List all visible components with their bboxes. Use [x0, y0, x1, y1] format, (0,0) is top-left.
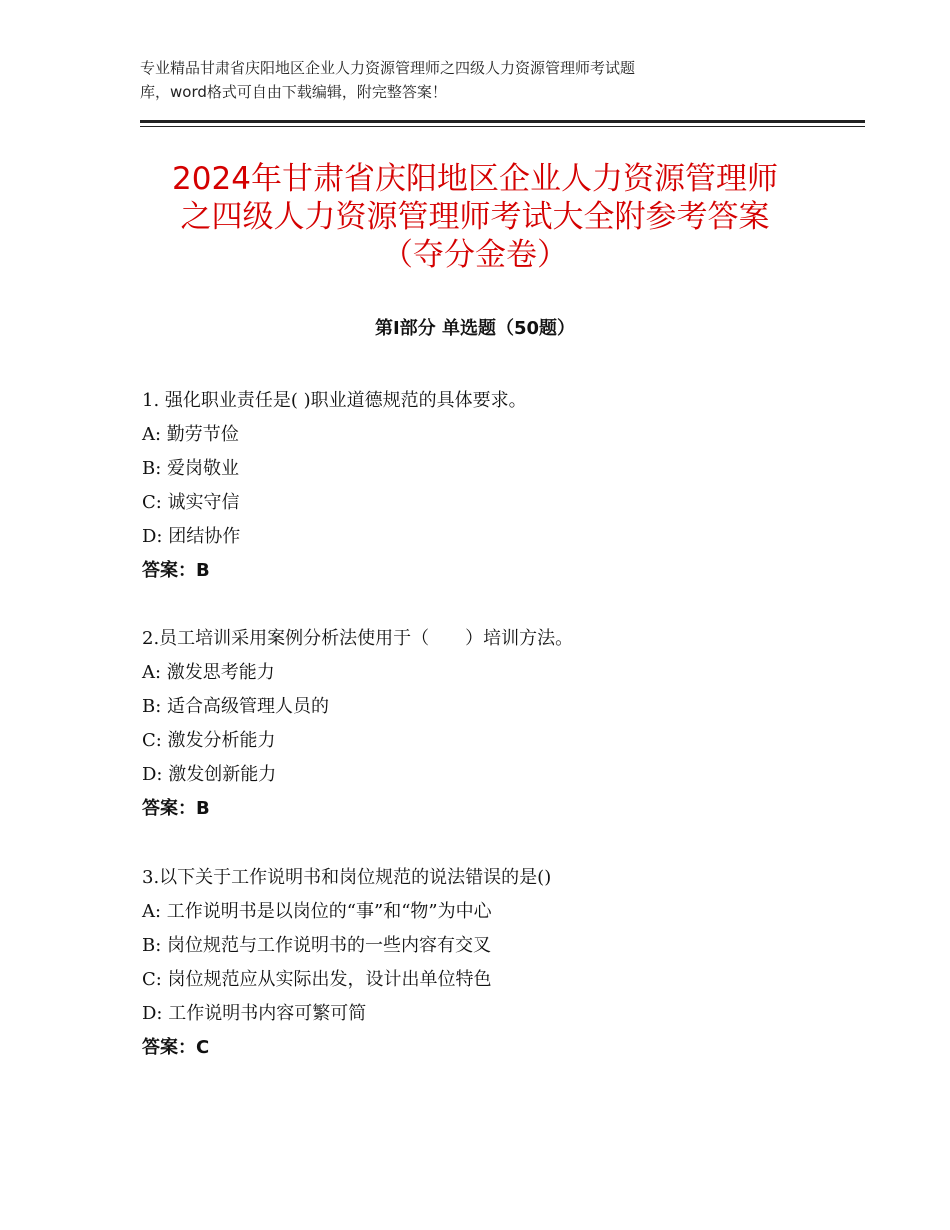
option-b: B: 爱岗敬业 — [142, 458, 240, 479]
header-note-line-2: 库，word格式可自由下载编辑，附完整答案！ — [140, 83, 447, 101]
option-a: A: 勤劳节俭 — [142, 424, 239, 445]
option-a: A: 激发思考能力 — [142, 662, 275, 683]
option-c: C: 岗位规范应从实际出发，设计出单位特色 — [142, 969, 492, 990]
document-title — [100, 160, 850, 274]
option-d: D: 工作说明书内容可繁可简 — [142, 1003, 367, 1024]
question-1 — [142, 384, 842, 588]
question-3 — [142, 861, 842, 1065]
option-b: B: 适合高级管理人员的 — [142, 696, 330, 717]
option-c: C: 诚实守信 — [142, 492, 240, 513]
header-note — [140, 56, 780, 104]
option-c: C: 激发分析能力 — [142, 730, 276, 751]
option-d: D: 团结协作 — [142, 526, 241, 547]
question-stem: 3.以下关于工作说明书和岗位规范的说法错误的是() — [142, 867, 552, 888]
document-title-line-2: 之四级人力资源管理师考试大全附参考答案 — [180, 199, 770, 235]
answer: 答案：B — [142, 560, 210, 581]
option-a: A: 工作说明书是以岗位的“事”和“物”为中心 — [142, 901, 492, 922]
question-stem: 2.员工培训采用案例分析法使用于（ ）培训方法。 — [142, 628, 574, 649]
answer: 答案：B — [142, 798, 210, 819]
option-b: B: 岗位规范与工作说明书的一些内容有交叉 — [142, 935, 492, 956]
question-stem: 1. 强化职业责任是( )职业道德规范的具体要求。 — [142, 390, 527, 411]
header-note-line-1: 专业精品甘肃省庆阳地区企业人力资源管理师之四级人力资源管理师考试题 — [140, 59, 636, 77]
document-title-line-1: 2024年甘肃省庆阳地区企业人力资源管理师 — [172, 161, 778, 197]
document-title-line-3: （夺分金卷） — [382, 237, 568, 273]
header-divider-thin — [140, 126, 865, 127]
header-divider-thick — [140, 120, 865, 123]
question-2 — [142, 622, 842, 826]
answer: 答案：C — [142, 1037, 210, 1058]
option-d: D: 激发创新能力 — [142, 764, 277, 785]
section-title: 第Ⅰ部分 单选题（50题） — [374, 318, 575, 339]
